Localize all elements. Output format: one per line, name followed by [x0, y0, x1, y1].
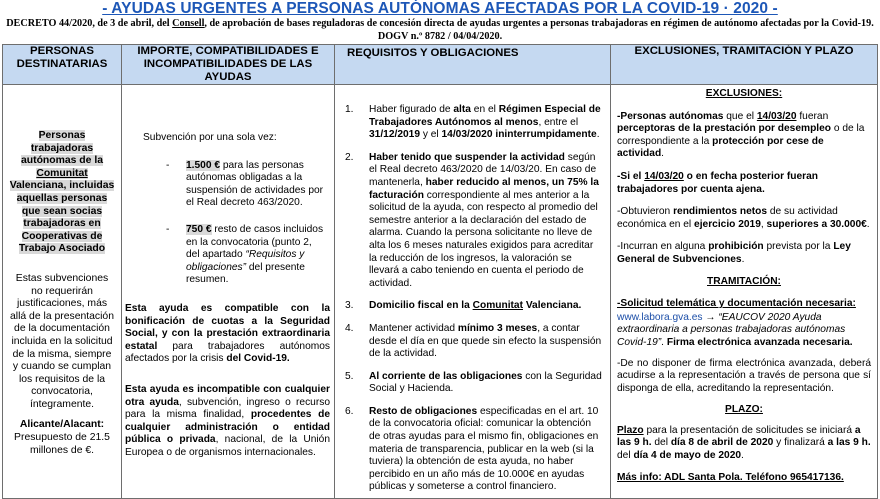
more-info-contact: Más info: ADL Santa Pola. Teléfono 965417136. — [617, 471, 844, 483]
exclusion-1: -Personas autónomas que el 14/03/20 fueran perceptoras de la prestación por desempleo o de la correspondiente a la protección por cese de actividad. — [617, 110, 865, 160]
alicante-budget: Presupuesto de 21.5 millones de €. — [14, 432, 110, 456]
page-title: - AYUDAS URGENTES A PERSONAS AUTÓNOMAS AFECTADAS POR LA COVID-19 · 2020 - — [102, 0, 778, 17]
plazo-text: Plazo para la presentación de solicitudes se iniciará a las 9 h. del día 8 de abril de 2020 y finalizará a las 9 h. del día 4 de mayo de 2020. — [617, 424, 871, 462]
amount-item-1: - 1.500 € para las personas autónomas obligadas a la suspensión de actividades por el Real decreto 463/2020. — [166, 159, 324, 209]
incompatibility-text: Esta ayuda es incompatible con cualquier otra ayuda, subvención, ingreso o recurso para la misma finalidad, procedentes de cualquier administración o entidad pública o privada, nacional, de la Unión Europea o de organismos internacionales. — [125, 383, 330, 458]
compatibility-text: Esta ayuda es compatible con la bonificación de cuotas a la Seguridad Social, y con la prestación extraordinaria estatal para trabajadores autónomos afectados por la crisis del Covid-19. — [125, 302, 330, 365]
requirement-2: 2. Haber tenido que suspender la actividad según el Real decreto 463/2020 de 14/03/20. En caso de mantenerla, haber reducido al menos, un 75% la facturación correspondiente al mes anterior a la solicitud de la ayuda, con respecto al promedio del semestre anterior a la declaración del estado de alarma. Cuando la persona solicitante no lleve de alta los 6 meses naturales exigidos para acreditar la reducción de los ingresos, la valoración se llevará a cabo teniendo en cuenta el periodo de actividad. — [345, 151, 599, 289]
requirement-1: 1. Haber figurado de alta en el Régimen Especial de Trabajadores Autónomos al menos, entre el 31/12/2019 y el 14/03/2020 ininterrumpidamente. — [345, 104, 601, 141]
requirement-4: 4. Mantener actividad mínimo 3 meses, a contar desde el día en que quede sin efecto la suspensión de la actividad. — [345, 322, 602, 360]
decree-consell: Consell — [172, 18, 205, 29]
labora-link[interactable]: www.labora.gva.es — [617, 311, 703, 323]
amount-intro: Subvención por una sola vez: — [143, 132, 277, 143]
header-amounts: IMPORTE, COMPATIBILIDADES E INCOMPATIBILIDADES DE LAS AYUDAS — [122, 45, 335, 85]
exclusion-4: -Incurran en alguna prohibición prevista por la Ley General de Subvenciones. — [617, 241, 851, 265]
exclusions-cell — [611, 85, 878, 499]
decree-reference — [4, 17, 876, 43]
tramitacion-step-2: -De no disponer de firma electrónica avanzada, deberá acudirse a la representación a través de persona que sí disponga de ella, acreditando la representación. — [617, 357, 871, 394]
exclusions-title: EXCLUSIONES: — [705, 88, 783, 99]
alicante-label: Alicante/Alacant: — [19, 419, 105, 431]
requirement-3: 3. Domicilio fiscal en la Comunitat Valenciana. — [345, 300, 582, 312]
recipients-cell — [3, 85, 122, 499]
plazo-title: PLAZO: — [725, 404, 763, 416]
exclusion-2: -Si el 14/03/20 o en fecha posterior fueran trabajadores por cuenta ajena. — [617, 170, 819, 195]
header-recipients: PERSONAS DESTINATARIAS — [3, 45, 122, 85]
header-exclusions: EXCLUSIONES, TRAMITACIÓN Y PLAZO — [611, 45, 878, 85]
requirement-6: 6. Resto de obligaciones especificadas en el art. 10 de la convocatoria oficial: comunicar la obtención de otras ayudas para el mismo fin, obligaciones en materia de transparencia, publicar en la web (si la tuviera) la obtención de esta ayuda, no haber percibido en un año más de 10.000€ en ayudas públicas y someterse a control financiero. — [345, 405, 599, 493]
requirements-cell — [335, 85, 611, 499]
no-justification-note: Estas subvenciones no requerirán justificaciones, más allá de la presentación de la documentación incluida en la solicitud de la misma, siempre y cuando se cumplan los requisitos de la convocatoria, íntegramente. — [10, 272, 114, 410]
decree-dogv: DOGV n.º 8782 / 04/04/2020. — [377, 31, 503, 42]
amount-item-2: - 750 € resto de casos incluidos en la convocatoria (punto 2, del apartado “Requisitos y obligaciones” del presente resumen. — [166, 223, 324, 286]
amounts-cell — [122, 85, 335, 499]
requirement-5: 5. Al corriente de las obligaciones con la Seguridad Social y Hacienda. — [345, 370, 602, 395]
header-requirements: REQUISITOS Y OBLIGACIONES — [335, 45, 611, 85]
exclusion-3: -Obtuvieron rendimientos netos de su actividad económica en el ejercicio 2019, superiores a 30.000€. — [617, 206, 870, 230]
tramitacion-step-1: -Solicitud telemática y documentación necesaria: — [617, 298, 856, 310]
recipients-text: Personas trabajadoras autónomas de la Comunitat Valenciana, incluidas aquellas personas que sean socias trabajadoras en Cooperativas de Trabajo Asociado — [9, 130, 115, 255]
tramitacion-title: TRAMITACIÓN: — [707, 275, 781, 287]
summary-table — [2, 44, 878, 499]
decree-text-a: DECRETO 44/2020, de 3 de abril, del — [6, 18, 173, 29]
tramitacion-link-line: www.labora.gva.es → “EAUCOV 2020 Ayuda extraordinaria a personas trabajadoras autónomas Covid-19”. Firma electrónica avanzada necesaria. — [617, 311, 853, 348]
decree-text-b: , de aprobación de bases reguladoras de concesión directa de ayudas urgentes a personas trabajadoras en régimen de autónomo afectadas por la Covid-19. — [204, 18, 874, 29]
